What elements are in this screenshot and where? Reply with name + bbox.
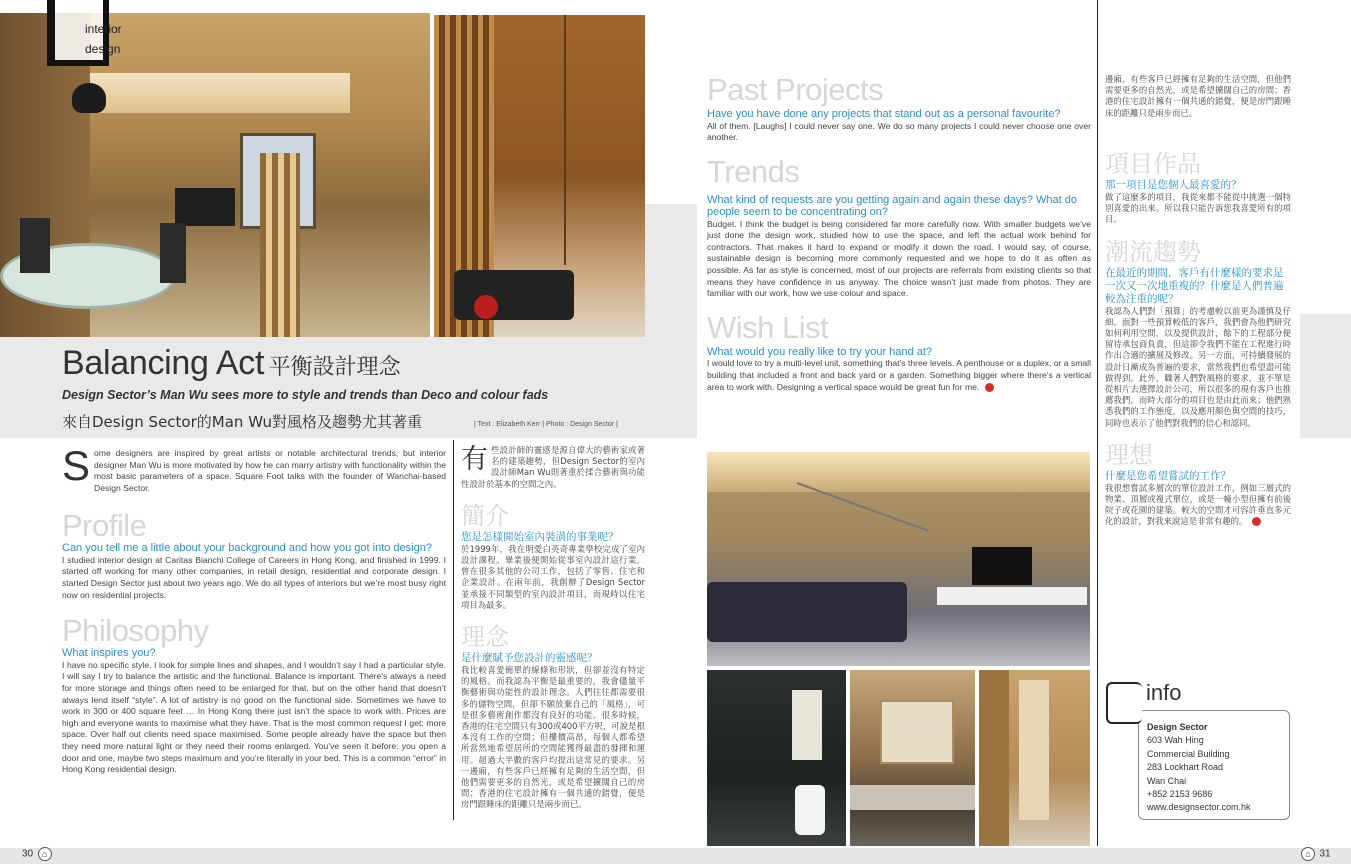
info-line: 283 Lockhart Road [1147,762,1224,773]
zh-answer-profile: 於1999年，我在明愛白英奇專業學校完成了室內設計課程。畢業後便開始從事室內設計這行業，曾在很多其他的公司工作，包括了零售、住宅和企業設計。在兩年前，我創辦了Design Sector並承接不同類型的室內設計項目，而現時以住宅項目為最多。 [461,543,645,610]
brand-tag-line2: design [85,42,121,56]
zh-heading-past-projects: 項目作品 [1105,150,1201,178]
title-band-right-extension [645,204,697,438]
info-line: Wan Chai [1147,775,1187,786]
zh-question-philosophy: 是什麼賦予您設計的靈感呢？ [461,652,598,665]
zh-column-right [1105,74,1291,528]
zh-end-mark-icon [1252,517,1261,526]
brand-tag [47,0,122,66]
home-icon-left: ⌂ [38,847,52,861]
photo-tv-room [707,452,1090,666]
column-divider [453,440,454,820]
zh-column-left [461,444,645,810]
article-subtitle-zh: 來自Design Sector的Man Wu對風格及趨勢尤其著重 [62,413,422,431]
answer-philosophy: I have no specific style. I look for simple lines and shapes, and I wouldn’t say I had a particular style. I will say I try to balance the artistic and the functional. Balance is important. There’s always a need for more storage and things often need to be enlarged for that, but on the other hand that doesn’t always lend itself “style”. A lot of artistry is no good on the functional side. Sometimes we have to work in 300 or 400 square feet … In Hong Kong there just isn’t the space to work with. Prices are high and everyone wants to maximise what they have. That is the most common request I get: more space. Over half out clients need space maximised. Some people already have the space but then they need more natural light or they need their rooms enlarged. You’ve seen it before: you open a door and one, maybe two steps maximum and you’re literally in your bed. This is a common “error” in Hong Kong residential design. [62,659,446,775]
end-mark-icon [985,383,994,392]
page-number-left [22,845,52,863]
question-profile: Can you tell me a little about your background and how you got into design? [62,542,432,555]
info-heading-bracket [1106,682,1142,724]
heading-past-projects: Past Projects [707,72,884,107]
answer-past-projects: All of them. [Laughs] I could never say one. We do so many projects I could never choose one over another. [707,120,1091,143]
article-credits: | Text : Elizabeth Kerr | Photo : Design Sector | [474,421,618,428]
en-column [62,442,446,776]
article-title-en: Balancing Act [62,344,265,382]
question-philosophy: What inspires you? [62,647,156,660]
intro-text: ome designers are inspired by great artists or notable architectural trends, but interior designer Man Wu is more motivated by how he can marry artistry with functionality within the most basic parameters of a space. Square Foot talks with the founder of Wanchai-based Design Sector. [94,448,446,493]
en-column-right [707,72,1091,393]
zh-answer-wish-list-text: 我很想嘗試多層次的單位設計工作，例如三層式的物業、頂層或複式單位，或是一幢小型但擁有前後院子或花園的建築。較大的空間才可容許垂直多元化的設計，對我來說這是非常有趣的。 [1105,482,1291,527]
heading-wish-list: Wish List [707,309,829,345]
zh-heading-philosophy: 理念 [461,623,509,652]
zh-answer-wish-list [1105,483,1291,528]
brand-tag-line1: interior [85,22,122,36]
right-margin-tab [1300,314,1351,438]
photo-corridor [979,670,1090,846]
heading-profile: Profile [62,508,147,544]
zh-heading-profile: 簡介 [461,501,509,530]
zh-answer-trends: 我認為人們對「預算」的考慮較以前更為謹慎及仔細。面對一些預算較低的客戶，我們會為他們研究如何利用空間，以及提供設計，餘下的工程部分便留待承包商負責，但這卻令我們不能在工程進行時作出合適的擴展及修改。另一方面，可持續發展的設計日漸成為普遍的要求，當然我們也希望盡可能做得到。此外，職著人們對風格的要求，並不單是從相片去選擇設計公司，所以很多的現有客戶也推薦我們，而時大部分的項目也是由此而來；他們熟悉我們的工作態度，以及應用顏色與空間的技巧，同時也表示了他們對我們的信心和認同。 [1105,305,1291,428]
info-line: 603 Wah Hing [1147,735,1204,746]
zh-intro-dropcap: 有 [461,444,488,475]
info-line: Commercial Building [1147,748,1230,759]
article-title-zh: 平衡設計理念 [268,355,401,380]
photo-wood-cabinet [434,15,645,337]
intro-paragraph [62,442,446,494]
zh-heading-trends: 潮流趨勢 [1105,237,1201,266]
answer-wish-list-text: I would love to try a multi-level unit, something that’s three levels. A penthouse or a duplex, or a small building that included a front and back yard or a garden. Something bigger where there’s a vertical area to work with. Designing a vertical space would be great fun for me. [707,358,1091,392]
info-heading: info [1146,680,1182,705]
page-number-left-text: 30 [22,848,34,860]
info-content [1147,721,1287,815]
heading-philosophy: Philosophy [62,613,209,649]
zh-question-trends: 在最近的期間，客戶有什麼樣的要求是一次又一次地重複的？什麼是人們普遍較為注重的呢？ [1105,266,1284,305]
zh-heading-wish-list: 理想 [1105,440,1153,469]
question-past-projects: Have you have done any projects that stand out as a personal favourite? [707,108,1061,120]
photo-dressing-area [850,670,975,846]
page-footer-bar [0,848,1351,864]
intro-dropcap: S [62,442,91,489]
page-number-right-text: 31 [1319,848,1331,860]
zh-philosophy-continued: 邊廂，有些客戶已經擁有足夠的生活空間，但他們需要更多的自然光，或是希望擴闊自己的房間；香港的住宅設計擁有一個共通的錯覺，便是房門跟睡床的距離只是兩步而已。 [1105,74,1291,118]
info-company: Design Sector [1147,722,1208,732]
photo-bathroom [707,670,846,846]
heading-trends: Trends [707,153,800,189]
zh-answer-past-projects: 做了這麼多的項目，我從來都不能從中挑選一個特別喜愛的出來。所以我只能告訴您我喜愛所有的項目。 [1105,192,1291,225]
zh-intro-text: 些設計師的靈感是源自偉大的藝術家或著名的建築趨勢，但Design Sector的室內設計師Man Wu則著重於揉合藝術與功能性設計於基本的空間之內。 [461,445,645,489]
answer-profile: I studied interior design at Caritas Bianchi College of Careers in Hong Kong, and finished in 1999. I started off working for many other companies, in retail design, residential and corporate design. I started Design Sector just about two years ago. We do all types of interiors but we’re most busy right now on residential projects. [62,554,446,600]
article-title [62,344,401,383]
home-icon-right: ⌂ [1301,847,1315,861]
zh-question-past-projects: 那一項目是您個人最喜愛的？ [1105,179,1242,191]
info-website: www.designsector.com.hk [1147,802,1251,813]
zh-question-profile: 您是怎樣開始室內裝潢的事業呢？ [461,530,619,543]
question-wish-list: What would you really like to try your hand at? [707,345,933,358]
answer-trends: Budget. I think the budget is being considered far more carefully now. With smaller budgets we’ve just done the design work, studied how to use the space, and left the actual work behind for contractors. That makes it hard to expand or modify it down the road. I would say, of course, sustainable design is becoming more commonly requested and we hope to do it as often as possible. As far as style is concerned, most of our projects are referrals from existing clients so that means they have confidence in us anyway. The choice wasn’t just made from photos. They are familiar with our work, how we use colour and space. [707,218,1091,299]
info-line: +852 2153 9686 [1147,789,1213,800]
page-number-right [1301,845,1331,863]
answer-wish-list [707,358,1091,393]
zh-question-wish-list: 什麼是您希望嘗試的工作？ [1105,469,1231,482]
question-trends: What kind of requests are you getting again and again these days? What do people seem to be concentrating on? [707,193,1077,219]
right-page-divider [1097,0,1098,846]
article-subtitle-en: Design Sector’s Man Wu sees more to style and trends than Deco and colour fads [62,388,549,402]
zh-answer-philosophy: 我比較喜愛簡單的線條和形狀，但卻並沒有特定的風格。而我認為平衡是最重要的，我會儘量平衡藝術與功能性的設計理念。人們往往都需要很多的儲物空間，但卻不願放棄自己的「風格」，可是很多藝術創作都沒有良好的功能。很多時候，香港的住宅空間只有300或400平方呎，可說是根本沒有工作的空間；但樓價高昂，每個人都希望所當然地希望居所的空間能獲得最盡的發揮和運用。超過大半數的客戶均提出這常見的要求。另一邊廂，有些客戶已經擁有足夠的生活空間，但他們需要更多的自然光，或是希望擴闊自己的房間；香港的住宅設計擁有一個共通的錯覺，便是房門跟睡床的距離只是兩步而已。 [461,665,645,810]
zh-intro [461,445,645,490]
